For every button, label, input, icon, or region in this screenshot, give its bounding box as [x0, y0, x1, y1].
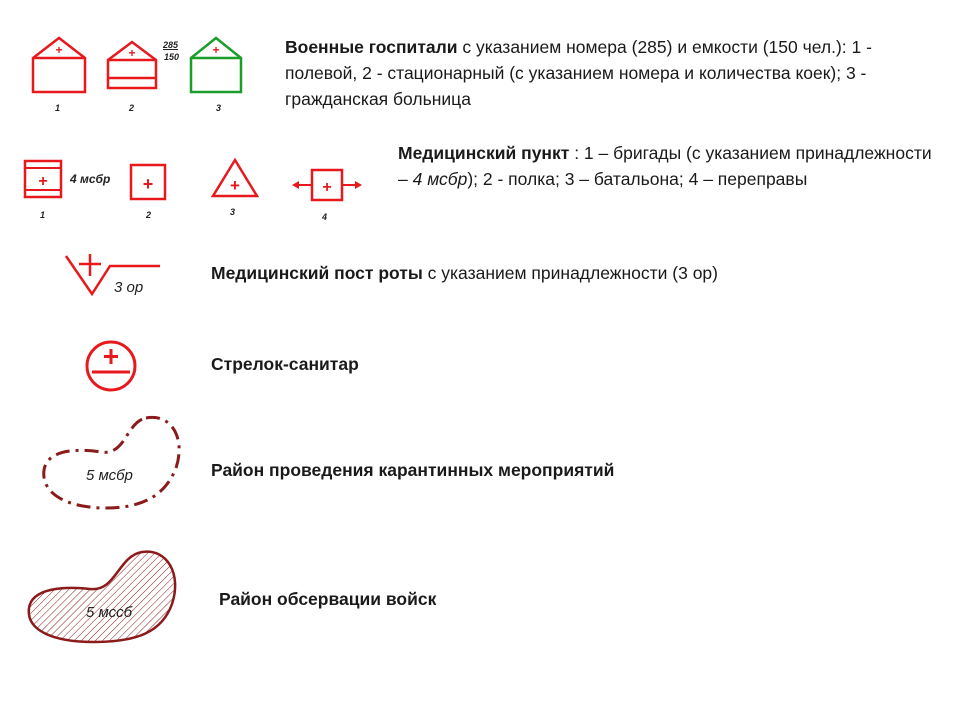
battalion-med-point-icon	[210, 156, 260, 200]
hospital-bed-capacity: 150	[164, 52, 180, 62]
medic-title: Стрелок-санитар	[211, 354, 359, 374]
med-points-text-b: ); 2 - полка; 3 – батальона; 4 – переправы	[467, 169, 808, 189]
svg-text:+: +	[230, 176, 240, 195]
company-post-title: Медицинский пост роты	[211, 263, 423, 283]
observation-label: 5 мссб	[86, 604, 133, 621]
stationary-hospital-icon	[103, 38, 161, 96]
observation-description	[219, 586, 436, 612]
civil-hospital-icon	[186, 34, 246, 96]
regiment-med-point-icon	[128, 162, 170, 204]
hospitals-text: с указанием номера (285) и емкости (150 чел.): 1 - полевой, 2 - стационарный (с указанием номера и количества коек); 3 - гражданская больница	[285, 37, 872, 109]
quarantine-title: Район проведения карантинных мероприятий	[211, 460, 615, 480]
med-points-description	[398, 140, 938, 192]
hospitals-description	[285, 34, 935, 112]
med-points-text-italic: 4 мсбр	[412, 169, 468, 189]
med-points-title: Медицинский пункт	[398, 143, 570, 163]
hospital-number-1: 1	[55, 103, 61, 113]
company-post-description	[211, 260, 911, 286]
svg-text:+: +	[212, 43, 220, 57]
company-label: 3 ор	[114, 279, 144, 296]
company-post-text: с указанием принадлежности (3 ор)	[422, 263, 718, 283]
quarantine-area-icon	[36, 408, 186, 516]
observation-title: Район обсервации войск	[219, 589, 437, 609]
svg-text:+: +	[142, 174, 154, 194]
hospitals-title: Военные госпитали	[285, 37, 458, 57]
medic-rifleman-icon	[82, 337, 140, 395]
hospital-number-3: 3	[216, 103, 222, 113]
med-point-number-3: 3	[230, 207, 236, 217]
hospital-bed-number: 285	[163, 40, 179, 50]
crossing-med-point-icon	[290, 166, 364, 208]
medic-description	[211, 351, 359, 377]
svg-text:+: +	[38, 173, 48, 190]
observation-area-icon	[22, 544, 184, 648]
svg-text:+: +	[128, 46, 136, 60]
quarantine-description	[211, 457, 614, 483]
svg-text:+: +	[55, 43, 63, 57]
field-hospital-icon	[28, 34, 90, 96]
med-point-number-1: 1	[40, 210, 46, 220]
svg-text:+: +	[322, 179, 332, 196]
brigade-label: 4 мсбр	[70, 172, 111, 186]
hospital-number-2: 2	[129, 103, 135, 113]
med-point-number-2: 2	[146, 210, 152, 220]
quarantine-label: 5 мсбр	[86, 467, 133, 484]
med-point-number-4: 4	[322, 212, 328, 222]
med-points-text-a: : 1 – бригады (с указанием принадлежности –	[398, 143, 932, 189]
company-med-post-icon	[62, 248, 162, 300]
brigade-med-point-icon	[22, 158, 66, 202]
